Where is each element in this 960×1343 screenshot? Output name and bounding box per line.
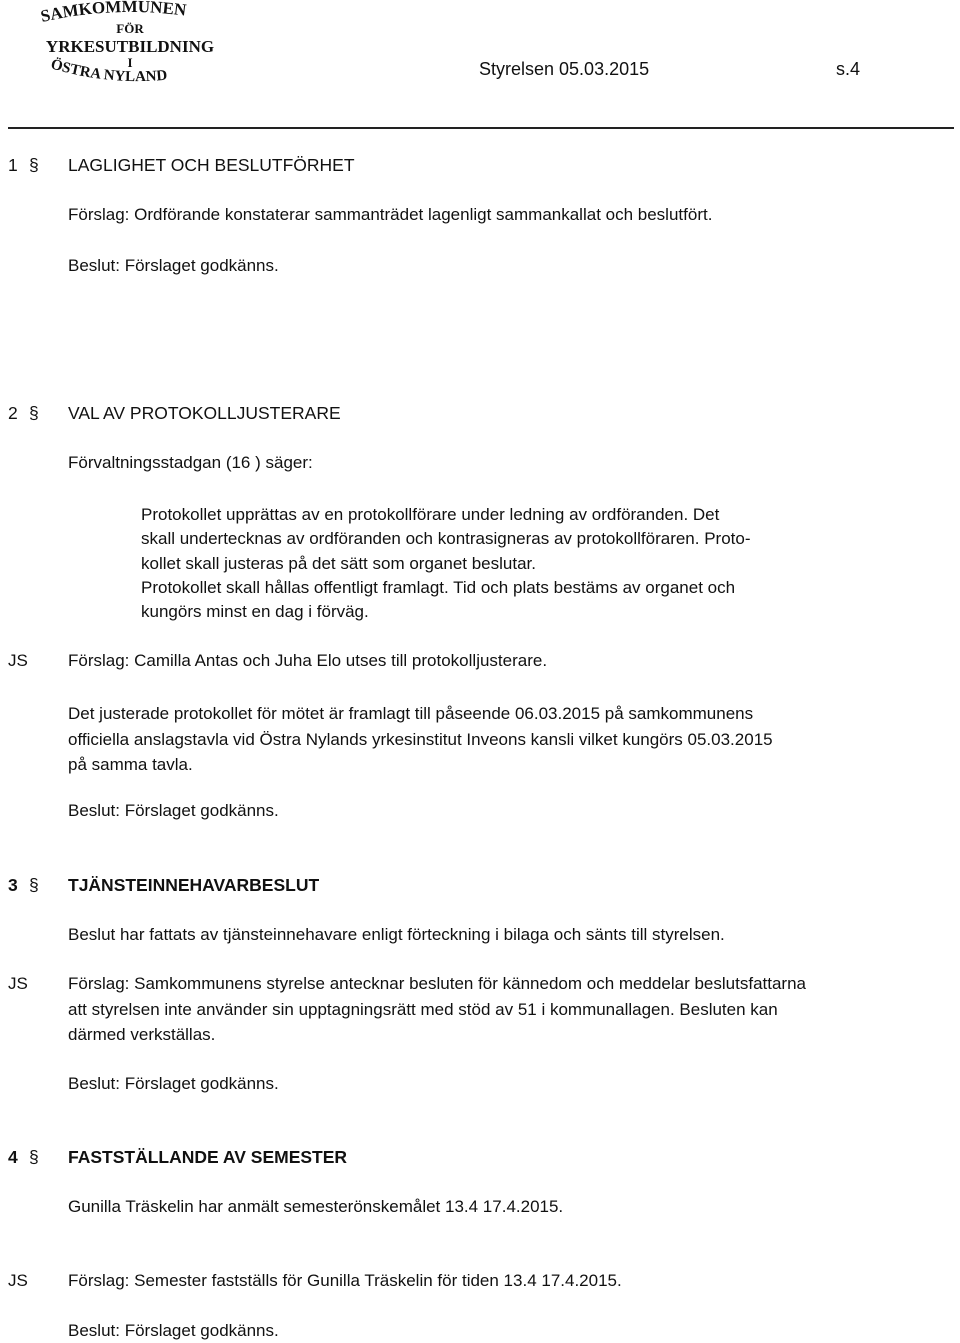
quote-line: Protokollet skall hållas offentligt framlagt. Tid och plats bestäms av organet och (141, 577, 736, 597)
paragraph-symbol: § (29, 1147, 39, 1167)
decision-text: Beslut: Förslaget godkänns. (68, 256, 279, 275)
quote-line: kungörs minst en dag i förväg. (141, 602, 369, 622)
decision-text: Beslut: Förslaget godkänns. (68, 801, 279, 820)
svg-text:SAMKOMMUNEN: SAMKOMMUNEN (38, 0, 188, 26)
section-number: 4 (8, 1147, 18, 1167)
statute-quote (141, 503, 841, 624)
header-divider (8, 127, 954, 129)
proposal-text: Förslag: Semester fastställs för Gunilla Träskelin för tiden 13.4 17.4.2015. (68, 1271, 622, 1290)
section-number: 2 (8, 403, 18, 423)
organization-logo (20, 0, 240, 100)
proposal-text: Förslag: Ordförande konstaterar sammanträdet lagenligt sammankallat och beslutfört. (68, 205, 713, 224)
section-number: 1 (8, 155, 18, 175)
paragraph-symbol: § (29, 155, 39, 175)
posting-note (68, 701, 908, 778)
decision-text: Beslut: Förslaget godkänns. (68, 1321, 279, 1340)
section-title: FASTSTÄLLANDE AV SEMESTER (68, 1147, 348, 1167)
statute-intro: Förvaltningsstadgan (16 ) säger: (68, 453, 313, 472)
quote-line: skall undertecknas av ordföranden och kontrasigneras av protokollföraren. Proto- (141, 529, 751, 549)
initials: JS (8, 651, 28, 670)
section-title: VAL AV PROTOKOLLJUSTERARE (68, 403, 341, 423)
initials: JS (8, 974, 28, 993)
proposal-line: att styrelsen inte använder sin upptagningsrätt med stöd av 51 i kommunallagen. Besluten kan (68, 999, 778, 1019)
section-title: LAGLIGHET OCH BESLUTFÖRHET (68, 155, 355, 175)
decision-text: Beslut: Förslaget godkänns. (68, 1074, 279, 1093)
proposal-line: därmed verkställas. (68, 1025, 216, 1044)
page-number: s.4 (836, 59, 861, 79)
note-line: Det justerade protokollet för mötet är framlagt till påseende 06.03.2015 på samkommunens (68, 704, 754, 723)
quote-line: kollet skall justeras på det sätt som organet beslutar. (141, 553, 536, 573)
meeting-label: Styrelsen 05.03.2015 (479, 59, 650, 79)
paragraph-symbol: § (29, 403, 39, 423)
paragraph-symbol: § (29, 875, 39, 895)
svg-text:FÖR: FÖR (116, 21, 144, 36)
section-text: Beslut har fattats av tjänsteinnehavare enligt förteckning i bilaga och sänts till styrelsen. (68, 925, 725, 944)
proposal-line: Förslag: Samkommunens styrelse antecknar besluten för kännedom och meddelar beslutsfattarna (68, 974, 806, 993)
section-title: TJÄNSTEINNEHAVARBESLUT (68, 875, 320, 895)
initials: JS (8, 1271, 28, 1290)
quote-line: Protokollet upprättas av en protokollförare under ledning av ordföranden. Det (141, 505, 720, 524)
svg-text:YRKESUTBILDNING: YRKESUTBILDNING (45, 37, 215, 56)
note-line: officiella anslagstavla vid Östra Nylands yrkesinstitut Inveons kansli vilket kungörs 05.03.2015 (68, 729, 773, 749)
section-text: Gunilla Träskelin har anmält semesterönskemålet 13.4 17.4.2015. (68, 1197, 564, 1216)
svg-text:I: I (127, 55, 133, 70)
note-line: på samma tavla. (68, 755, 193, 774)
svg-text:ÖSTRA NYLAND: ÖSTRA NYLAND (48, 56, 168, 86)
proposal-text: Förslag: Camilla Antas och Juha Elo utses till protokolljusterare. (68, 651, 548, 670)
section-number: 3 (8, 875, 18, 895)
proposal-text (68, 971, 908, 1048)
